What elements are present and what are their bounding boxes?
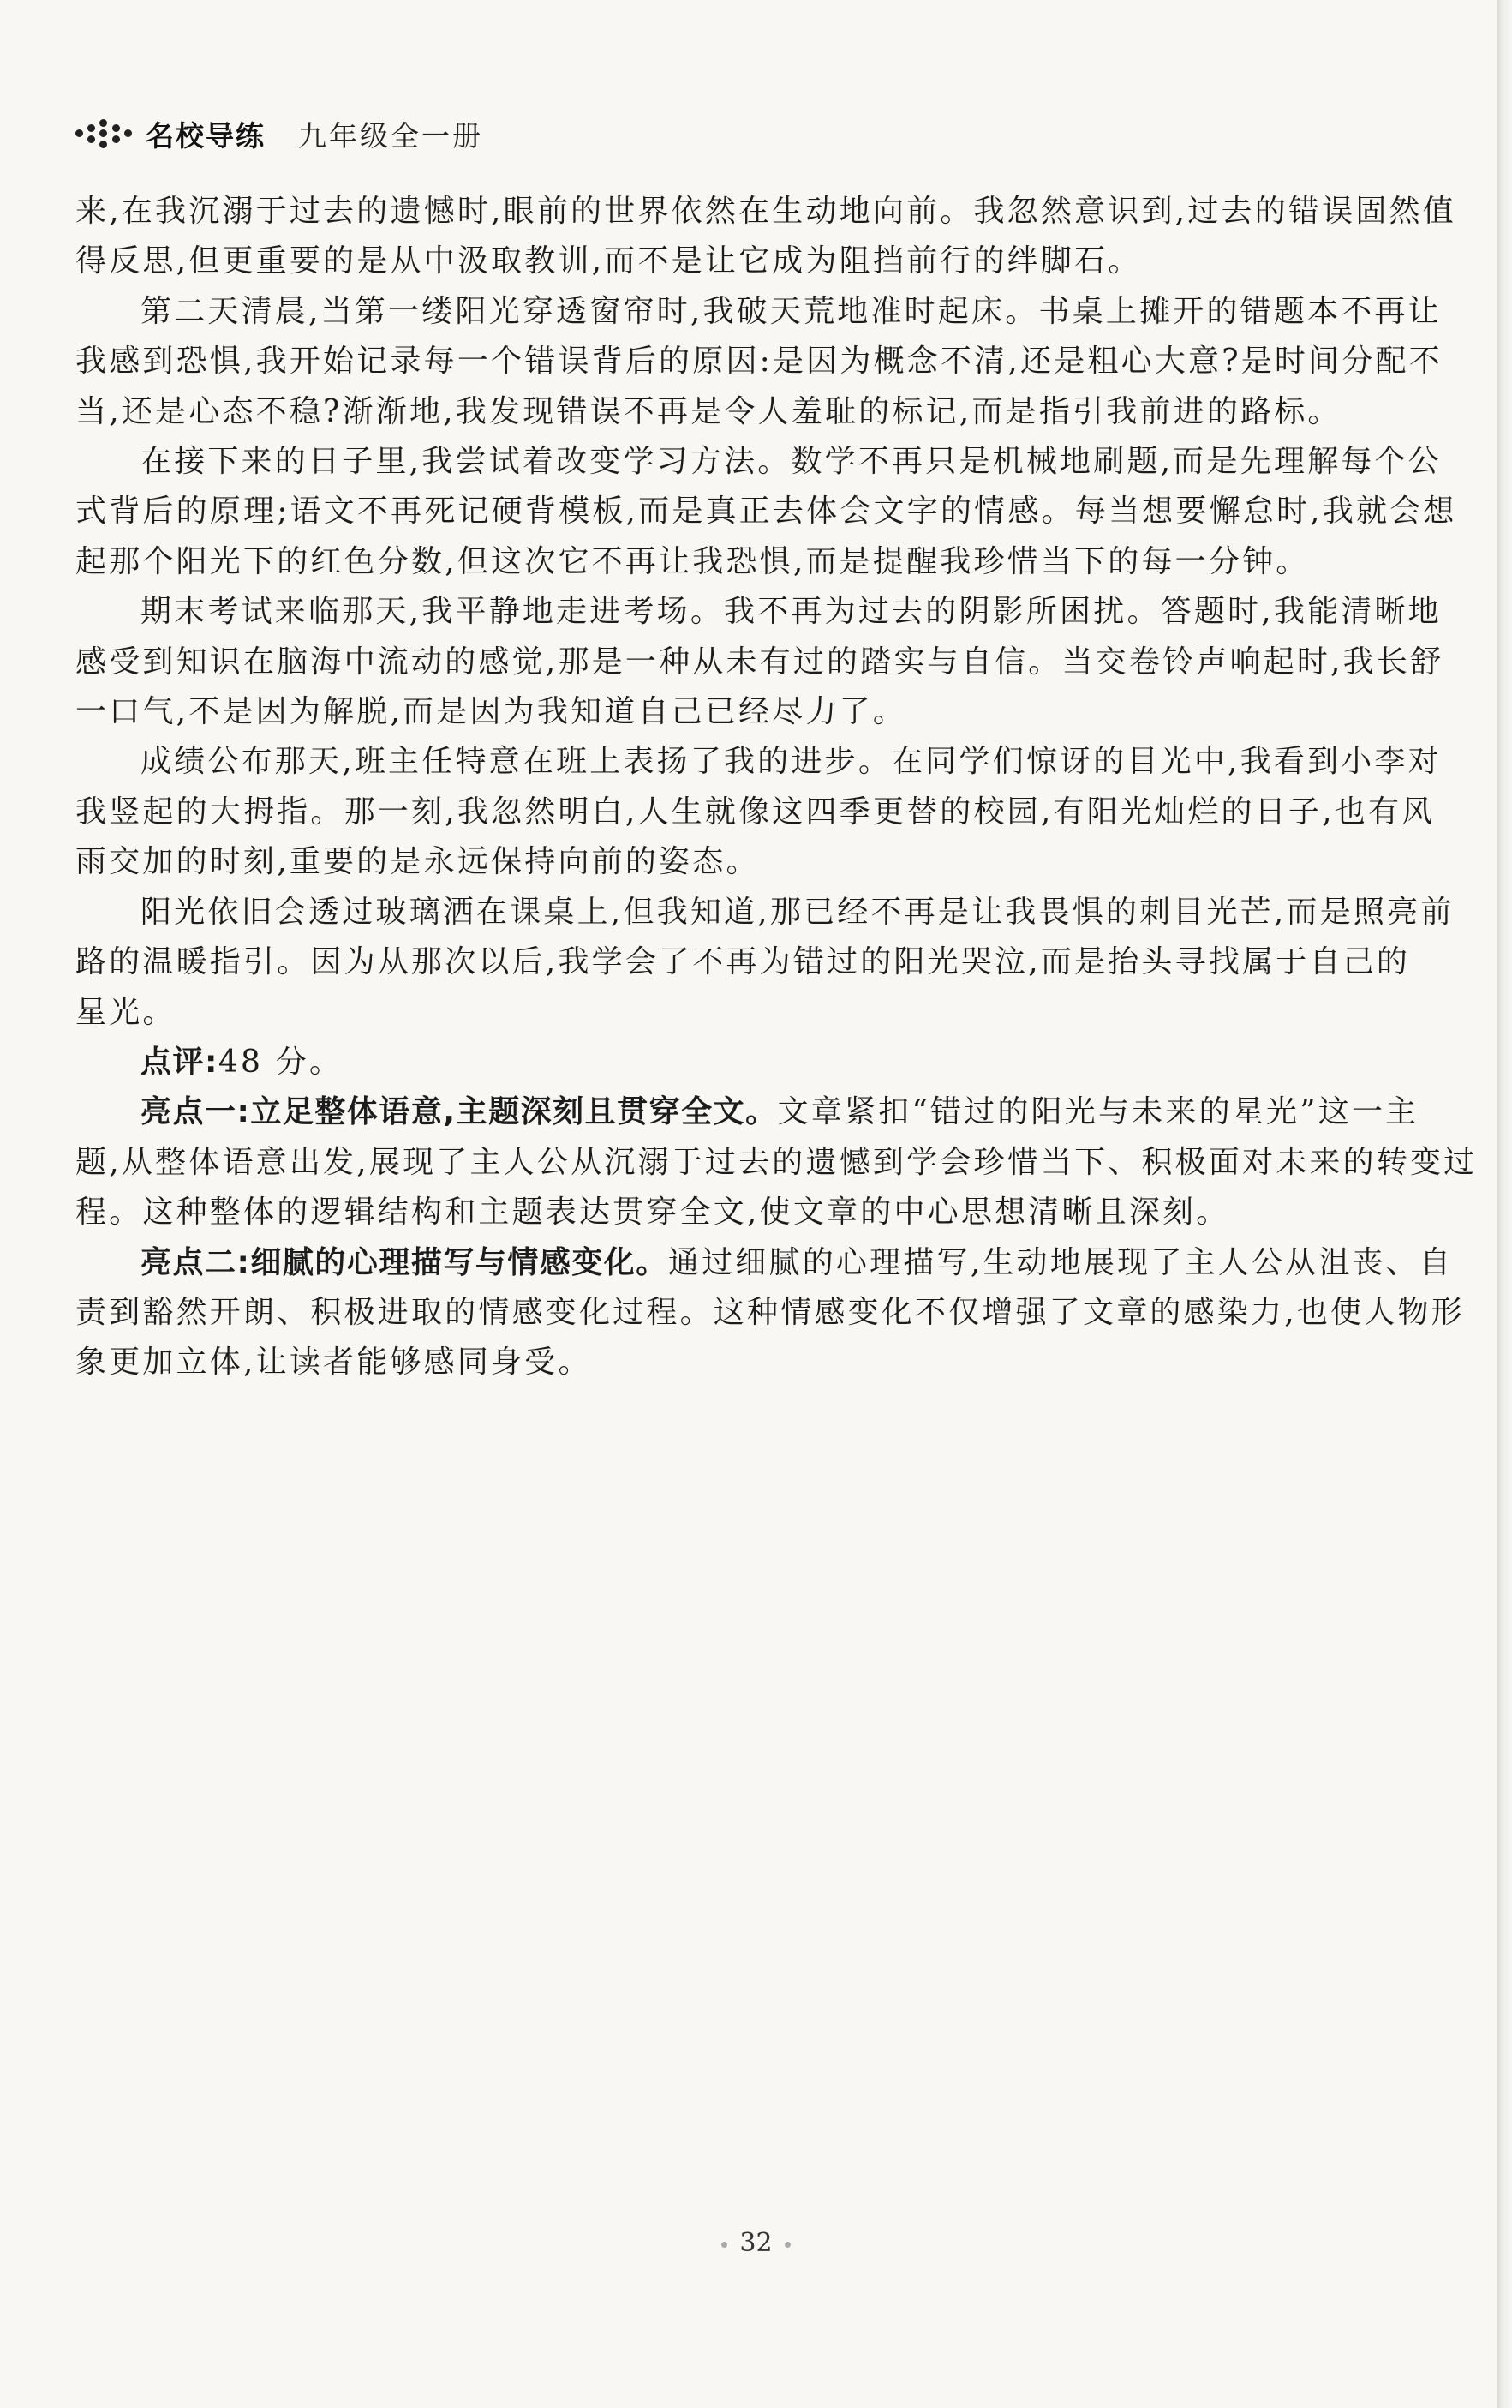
text-line: 象更加立体,让读者能够感同身受。 <box>75 1345 592 1381</box>
text-line: 感受到知识在脑海中流动的感觉,那是一种从未有过的踏实与自信。当交卷铃声响起时,我长舒 <box>75 644 1444 680</box>
bullet-dot-icon <box>785 2242 791 2248</box>
highlight-1-title: 亮点一:立足整体语意,主题深刻且贯穿全文。 <box>140 1094 778 1130</box>
text-line: 期末考试来临那天,我平静地走进考场。我不再为过去的阴影所困扰。答题时,我能清晰地 <box>140 594 1442 630</box>
review-score-line <box>75 1038 1497 1087</box>
text-line: 题,从整体语意出发,展现了主人公从沉溺于过去的遗憾到学会珍惜当下、积极面对未来的转变过 <box>75 1144 1478 1180</box>
text-line: 当,还是心态不稳?渐渐地,我发现错误不再是令人羞耻的标记,而是指引我前进的路标。 <box>75 393 1342 429</box>
highlight-1-line <box>75 1087 1497 1137</box>
highlight-2-text: 通过细腻的心理描写,生动地展现了主人公从沮丧、自 <box>667 1244 1454 1280</box>
text-line: 雨交加的时刻,重要的是永远保持向前的姿态。 <box>75 844 760 880</box>
text-line: 路的温暖指引。因为从那次以后,我学会了不再为错过的阳光哭泣,而是抬头寻找属于自己的 <box>75 944 1411 980</box>
text-line: 阳光依旧会透过玻璃洒在课桌上,但我知道,那已经不再是让我畏惧的刺目光芒,而是照亮前 <box>140 894 1455 930</box>
text-line: 来,在我沉溺于过去的遗憾时,眼前的世界依然在生动地向前。我忽然意识到,过去的错误固然值 <box>75 194 1456 229</box>
bullet-dot-icon <box>721 2242 727 2248</box>
review-label: 点评: <box>140 1044 218 1080</box>
page-number: 32 <box>739 2228 773 2258</box>
text-line: 我感到恐惧,我开始记录每一个错误背后的原因:是因为概念不清,还是粗心大意?是时间分配不 <box>75 344 1443 380</box>
text-line: 第二天清晨,当第一缕阳光穿透窗帘时,我破天荒地准时起床。书桌上摊开的错题本不再让 <box>140 293 1442 329</box>
essay-content <box>75 187 1497 1388</box>
text-line: 起那个阳光下的红色分数,但这次它不再让我恐惧,而是提醒我珍惜当下的每一分钟。 <box>75 543 1310 579</box>
text-line: 在接下来的日子里,我尝试着改变学习方法。数学不再只是机械地刷题,而是先理解每个公 <box>140 444 1442 480</box>
text-line: 式背后的原理;语文不再死记硬背模板,而是真正去体会文字的情感。每当想要懈怠时,我就会想 <box>75 494 1457 530</box>
page-edge-shadow <box>1497 0 1512 2408</box>
text-line: 我竖起的大拇指。那一刻,我忽然明白,人生就像这四季更替的校园,有阳光灿烂的日子,也有风 <box>75 794 1436 830</box>
highlight-1-text: 文章紧扣“错过的阳光与未来的星光”这一主 <box>777 1094 1419 1130</box>
text-line: 一口气,不是因为解脱,而是因为我知道自己已经尽力了。 <box>75 694 907 730</box>
highlight-2-line <box>75 1238 1497 1288</box>
review-score: 48 分。 <box>218 1044 344 1080</box>
text-line: 星光。 <box>75 994 176 1030</box>
page-number-footer <box>0 2228 1512 2258</box>
brand-title: 名校导练 <box>146 118 266 153</box>
dots-logo-icon <box>75 119 134 148</box>
text-line: 程。这种整体的逻辑结构和主题表达贯穿全文,使文章的中心思想清晰且深刻。 <box>75 1195 1230 1231</box>
page-header <box>75 108 483 159</box>
book-subtitle: 九年级全一册 <box>298 118 483 153</box>
text-line: 责到豁然开朗、积极进取的情感变化过程。这种情感变化不仅增强了文章的感染力,也使人物形 <box>75 1294 1465 1330</box>
highlight-2-title: 亮点二:细腻的心理描写与情感变化。 <box>140 1244 668 1280</box>
text-line: 成绩公布那天,班主任特意在班上表扬了我的进步。在同学们惊讶的目光中,我看到小李对 <box>140 744 1442 780</box>
text-line: 得反思,但更重要的是从中汲取教训,而不是让它成为阻挡前行的绊脚石。 <box>75 243 1142 279</box>
